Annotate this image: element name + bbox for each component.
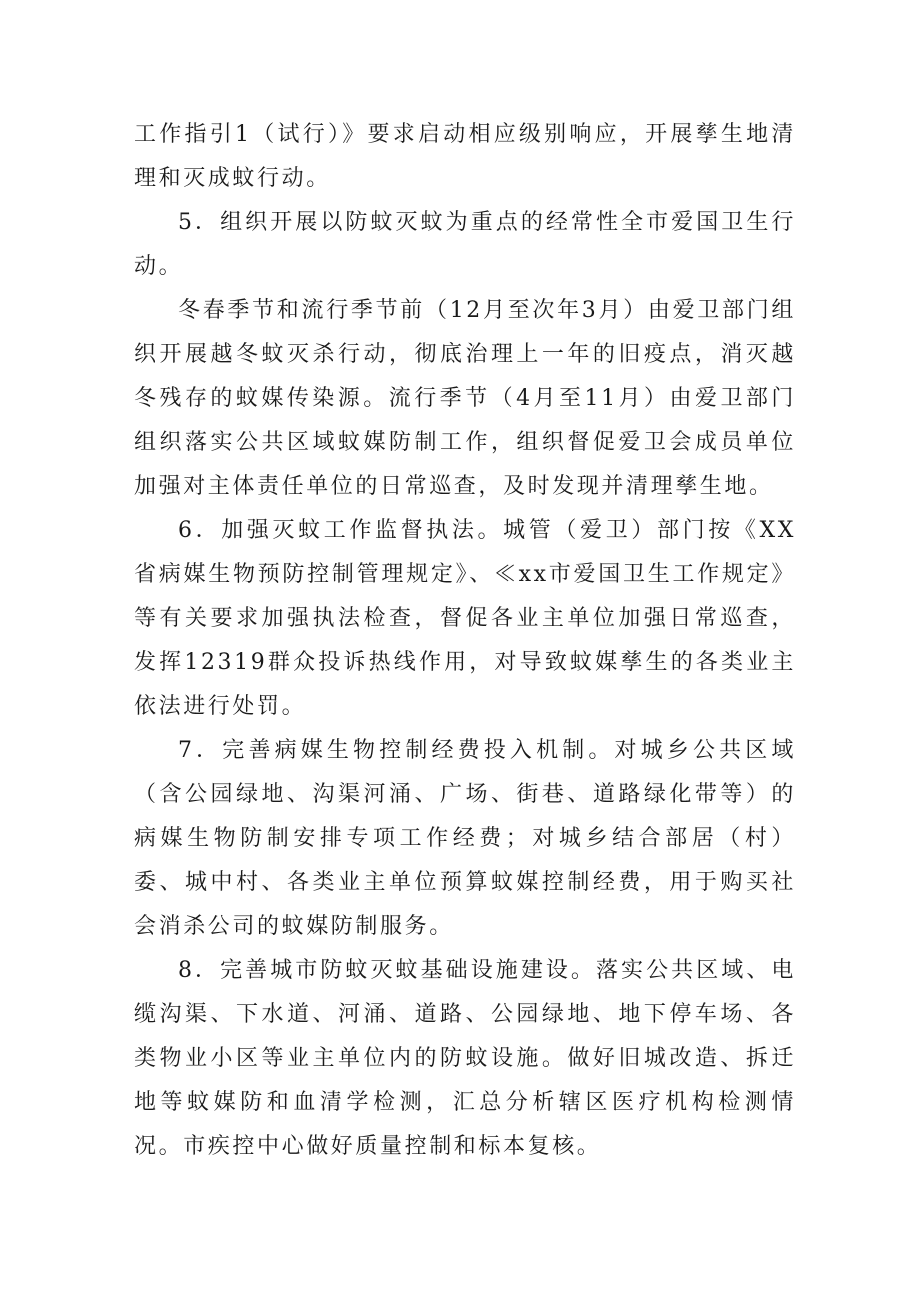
paragraph-item-8: 8．完善城市防蚊灭蚊基础设施建设。落实公共区域、电缆沟渠、下水道、河涌、道路、公园绿地、地下停车场、各类物业小区等业主单位内的防蚊设施。做好旧城改造、拆迁地等蚊媒防和血清学检测，汇总分析辖区医疗机构检测情况。市疾控中心做好质量控制和标本复核。 [134,958,796,1159]
paragraph-item-7: 7．完善病媒生物控制经费投入机制。对城乡公共区域（含公园绿地、沟渠河涌、广场、街巷、道路绿化带等）的病媒生物防制安排专项工作经费；对城乡结合部居（村）委、城中村、各类业主单位预算蚊媒控制经费，用于购买社会消杀公司的蚊媒防制服务。 [134,738,796,939]
paragraph-continuation: 工作指引1（试行）》要求启动相应级别响应，开展孳生地清理和灭成蚊行动。 [134,122,796,191]
paragraph-item-5-heading: 5．组织开展以防蚊灭蚊为重点的经常性全市爱国卫生行动。 [134,210,796,279]
document-body [134,113,796,1169]
paragraph-item-6: 6．加强灭蚊工作监督执法。城管（爱卫）部门按《XX省病媒生物预防控制管理规定》、≪xx市爱国卫生工作规定》等有关要求加强执法检查，督促各业主单位加强日常巡查，发挥12319群众投诉热线作用，对导致蚊媒孳生的各类业主依法进行处罚。 [134,518,796,719]
paragraph-item-5-body: 冬春季节和流行季节前（12月至次年3月）由爱卫部门组织开展越冬蚊灭杀行动，彻底治理上一年的旧疫点，消灭越冬残存的蚊媒传染源。流行季节（4月至11月）由爱卫部门组织落实公共区域蚊媒防制工作，组织督促爱卫会成员单位加强对主体责任单位的日常巡查，及时发现并清理孳生地。 [134,298,796,499]
